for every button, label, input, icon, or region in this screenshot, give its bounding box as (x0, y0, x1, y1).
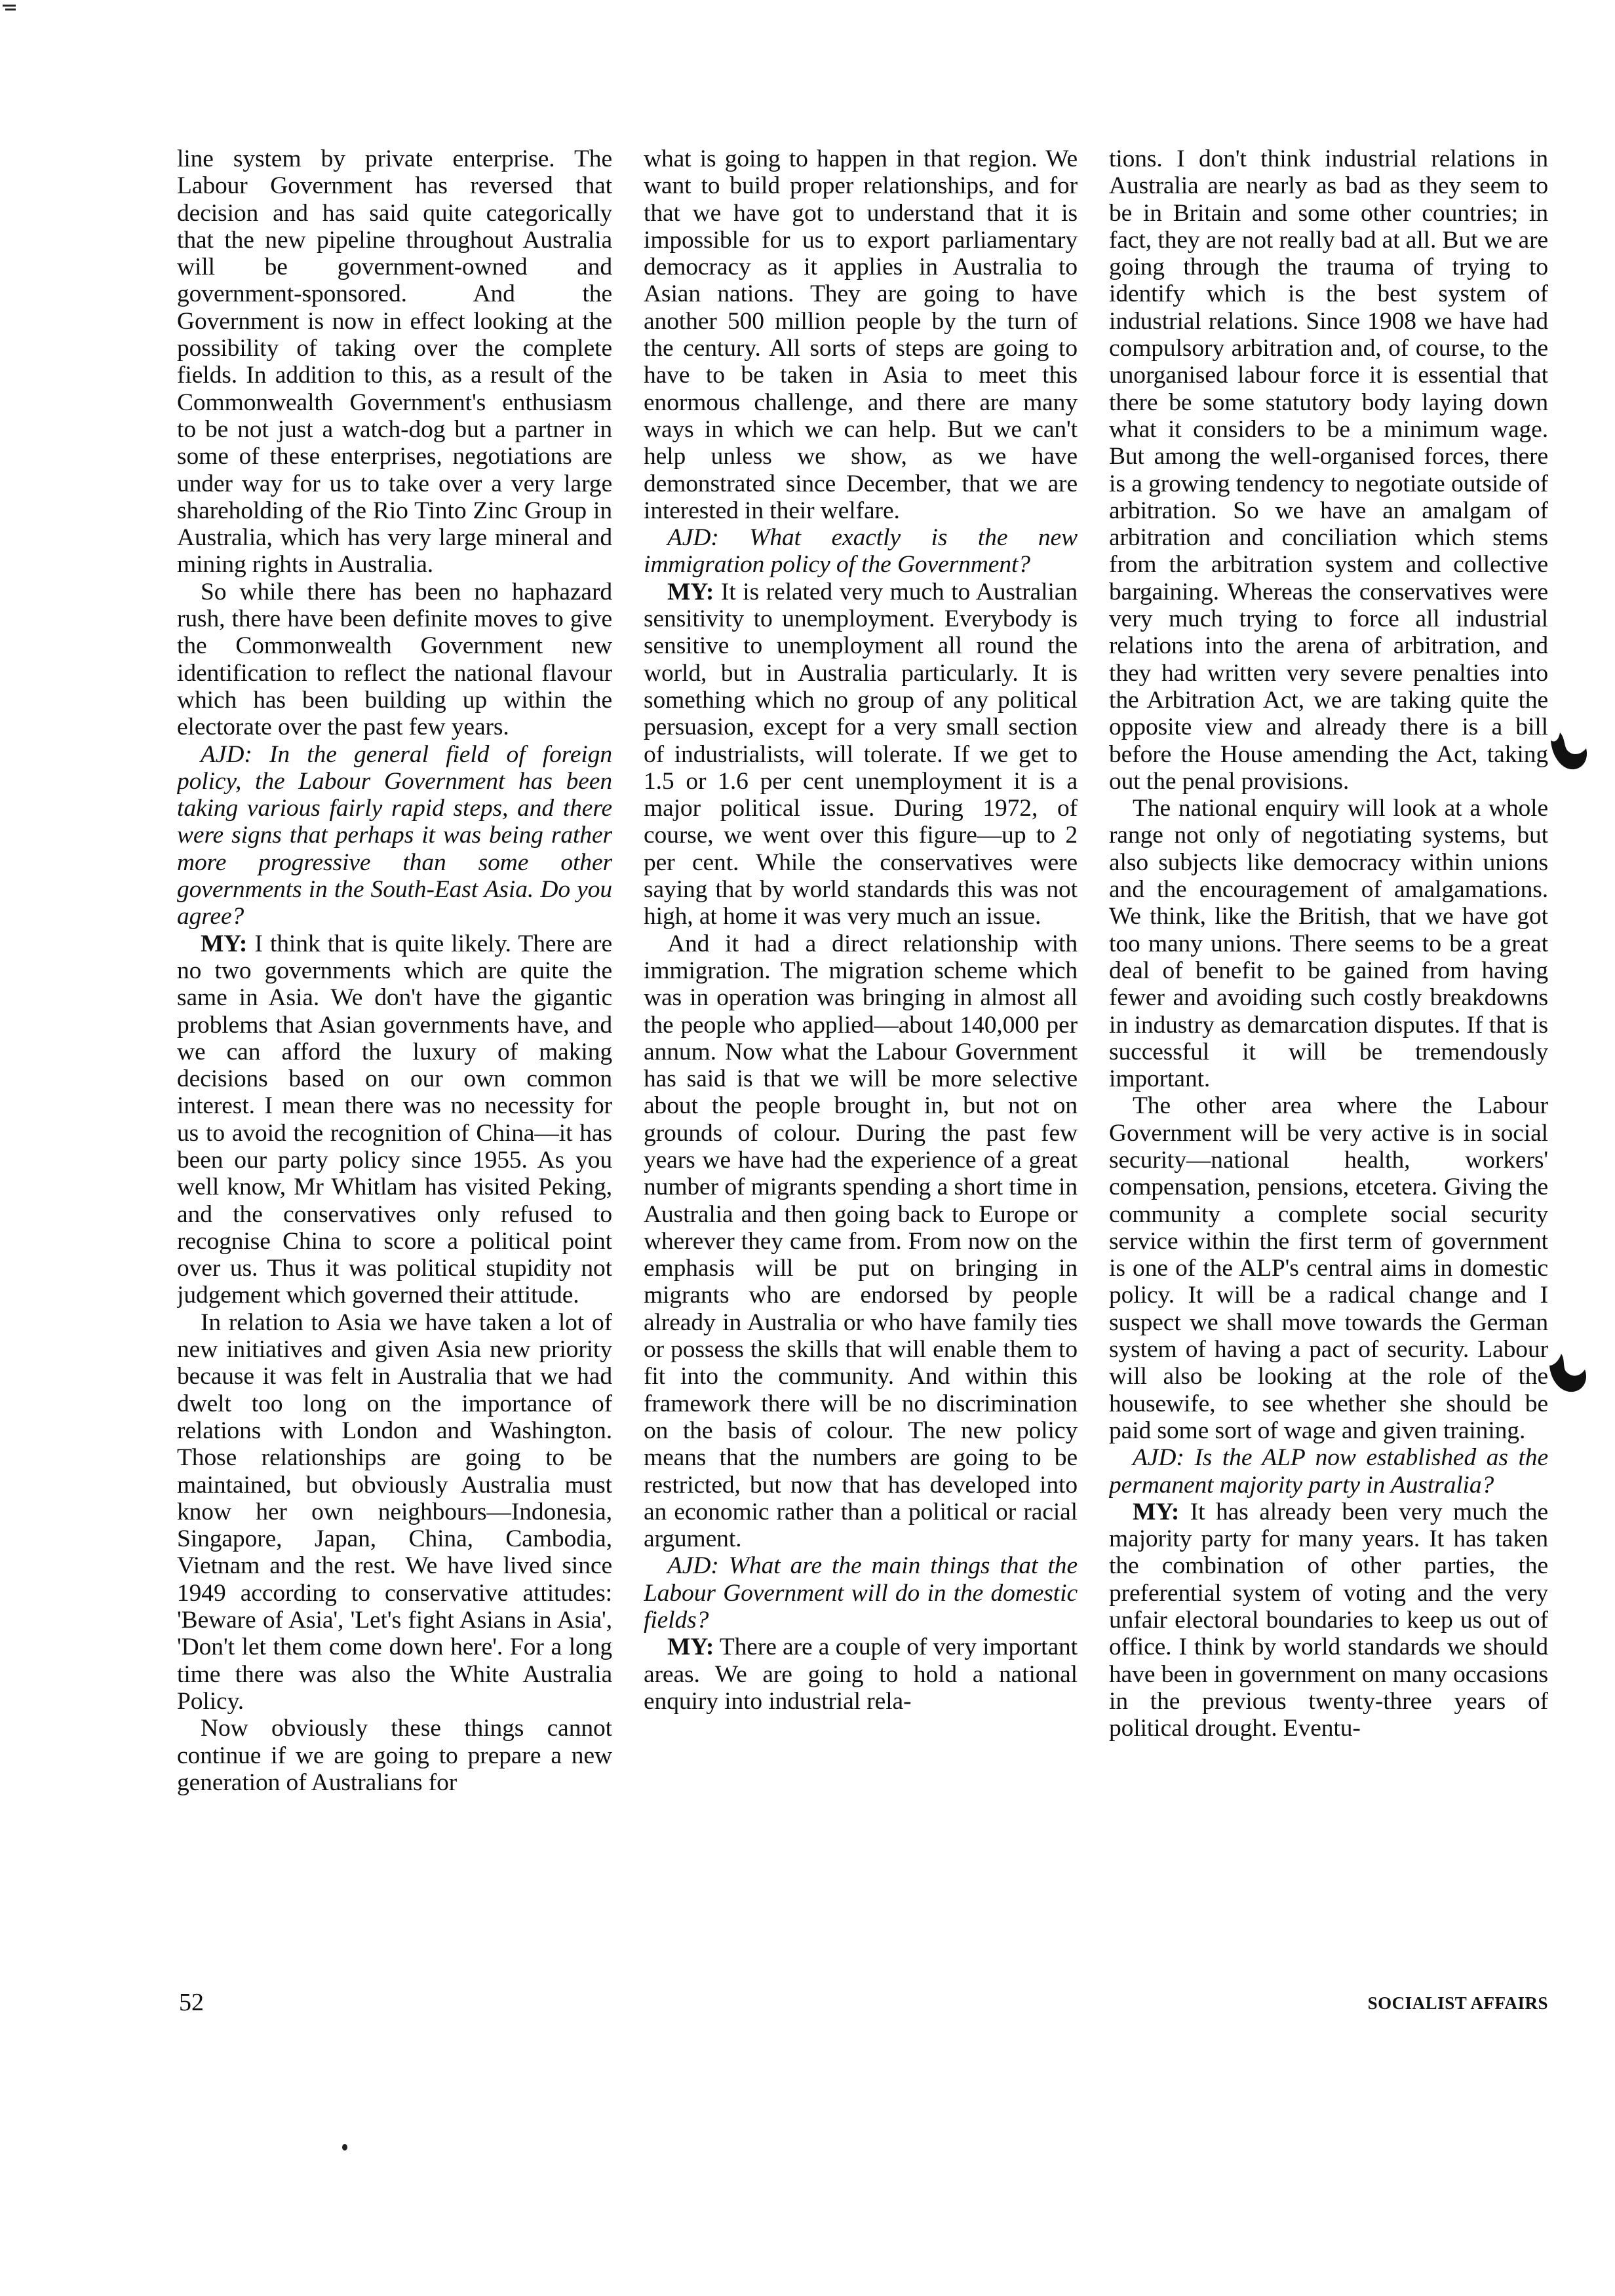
speaker-label: MY: (667, 578, 714, 605)
answer-text: There are a couple of very important areas. We are going to hold a national enquiry into industrial rela- (644, 1634, 1078, 1715)
binding-hole-icon (1546, 727, 1591, 775)
body-paragraph: And it had a direct relationship with immigration. The migration scheme which was in operation was bringing in almost all the people who applied—about 140,000 per annum. Now what the Labour Government has said is that we will be more selective about the people brought in, but not on grounds of colour. During the past few years we have had the experience of a great number of migrants spending a short time in Australia and then going back to Europe or wherever they came from. From now on the emphasis will be put on bringing in migrants who are endorsed by people already in Australia or who have family ties or possess the skills that will enable them to fit into the community. And within this framework there will be no discrimination on the basis of colour. The new policy means that the numbers are going to be restricted, but now that has developed into an economic rather than a political or racial argument. (644, 930, 1078, 1553)
body-paragraph: In relation to Asia we have taken a lot of new initiatives and given Asia new priority because it was felt in Australia that we had dwelt too long on the importance of relations with London and Washington. Those relationships are going to be maintained, but obviously Australia must know her own neighbours—Indonesia, Singapore, Japan, China, Cambodia, Vietnam and the rest. We have lived since 1949 according to conservative attitudes: 'Beware of Asia', 'Let's fight Asians in Asia', 'Don't let them come down here'. For a long time there was also the White Australia Policy. (177, 1309, 612, 1715)
interview-question: AJD: What exactly is the new immigration policy of the Government? (644, 524, 1078, 579)
speaker-label: MY: (201, 930, 248, 957)
speaker-label: MY: (1133, 1498, 1180, 1525)
body-paragraph: The national enquiry will look at a whole range not only of negotiating systems, but also subjects like democracy within unions and the encouragement of amalgamations. We think, like the British, that we have got too many unions. There seems to be a great deal of benefit to be gained from having fewer and avoiding such costly breakdowns in industry as demarcation disputes. If that is successful it will be tremendously important. (1109, 795, 1548, 1093)
answer-text: It has already been very much the majority party for many years. It has taken the combination of other parties, the preferential system of voting and the very unfair electoral boundaries to keep us out of office. I think by world standards we should have been in government on many occasions in the previous twenty-three years of political drought. Eventu- (1109, 1498, 1548, 1742)
speaker-label: MY: (667, 1634, 714, 1661)
ink-speck-icon (341, 2143, 349, 2152)
continued-paragraph: line system by private enterprise. The Labour Government has reversed that decision and has said quite categorically that the new pipeline throughout Australia will be government-owned and government-sponsored. And the Government is now in effect looking at the possibility of taking over the complete fields. In addition to this, as a result of the Commonwealth Government's enthusiasm to be not just a watch-dog but a partner in some of these enterprises, negotiations are under way for us to take over a very large shareholding of the Rio Tinto Zinc Group in Australia, which has very large mineral and mining rights in Australia. (177, 145, 612, 579)
text-column-3 (1109, 145, 1548, 1849)
interview-answer (177, 930, 612, 1309)
interview-answer (644, 1634, 1078, 1715)
interview-question: AJD: What are the main things that the Labour Government will do in the domestic fields? (644, 1552, 1078, 1634)
text-column-1 (177, 145, 612, 1849)
body-paragraph: Now obviously these things cannot continue if we are going to prepare a new generation of Australians for (177, 1715, 612, 1796)
interview-answer (644, 579, 1078, 930)
continued-paragraph: what is going to happen in that region. We want to build proper relationships, and for that we have got to understand that it is impossible for us to export parliamentary democracy as it applies in Australia to Asian nations. They are going to have another 500 million people by the turn of the century. All sorts of steps are going to have to be taken in Asia to meet this enormous challenge, and there are many ways in which we can help. But we can't help unless we show, as we have demonstrated since December, that we are interested in their welfare. (644, 145, 1078, 524)
answer-text: I think that is quite likely. There are no two governments which are quite the same in Asia. We don't have the gigantic problems that Asian governments have, and we can afford the luxury of making decisions based on our own common interest. I mean there was no necessity for us to avoid the recognition of China—it has been our party policy since 1955. As you well know, Mr Whitlam has visited Peking, and the conservatives only refused to recognise China to score a political point over us. Thus it was political stupidity not judgement which governed their attitude. (177, 930, 612, 1309)
answer-text: It is related very much to Australian sensitivity to unemployment. Everybody is sensitive to unemployment all round the world, but in Australia particularly. It is something which no group of any political persuasion, except for a very small section of industrialists, will tolerate. If we get to 1.5 or 1.6 per cent unemployment it is a major political issue. During 1972, of course, we went over this figure—up to 2 per cent. While the conservatives were saying that by world standards this was not high, at home it was very much an issue. (644, 578, 1078, 930)
body-paragraph: So while there has been no haphazard rush, there have been definite moves to give the Commonwealth Government new identification to reflect the national flavour which has been building up within the electorate over the past few years. (177, 578, 612, 741)
corner-mark-icon (1, 3, 20, 12)
continued-paragraph: tions. I don't think industrial relations in Australia are nearly as bad as they seem to be in Britain and some other countries; in fact, they are not really bad at all. But we are going through the trauma of trying to identify which is the best system of industrial relations. Since 1908 we have had compulsory arbitration and, of course, to the unorganised labour force it is essential that there be some statutory body laying down what it considers to be a minimum wage. But among the well-organised forces, there is a growing tendency to negotiate outside of arbitration. So we have an amalgam of arbitration and conciliation which stems from the arbitration system and collective bargaining. Whereas the conservatives were very much trying to force all industrial relations into the arena of arbitration, and they had written very severe penalties into the Arbitration Act, we are taking quite the opposite view and already there is a bill before the House amending the Act, taking out the penal provisions. (1109, 145, 1548, 795)
interview-answer (1109, 1499, 1548, 1742)
body-paragraph: The other area where the Labour Government will be very active is in social security—national health, workers' compensation, pensions, etcetera. Giving the community a complete social security service within the first term of government is one of the ALP's central aims in domestic policy. It will be a radical change and I suspect we shall move towards the German system of having a pact of security. Labour will also be looking at the role of the housewife, to see whether she should be paid some sort of wage and given training. (1109, 1092, 1548, 1444)
journal-title: SOCIALIST AFFAIRS (1367, 1993, 1548, 2013)
page-number: 52 (179, 1989, 204, 2016)
interview-question: AJD: In the general field of foreign policy, the Labour Government has been taking various fairly rapid steps, and there were signs that perhaps it was being rather more progressive than some other governments in the South-East Asia. Do you agree? (177, 740, 612, 930)
text-column-2 (644, 145, 1078, 1849)
interview-question: AJD: Is the ALP now established as the permanent majority party in Australia? (1109, 1444, 1548, 1499)
binding-hole-icon (1546, 1350, 1591, 1397)
